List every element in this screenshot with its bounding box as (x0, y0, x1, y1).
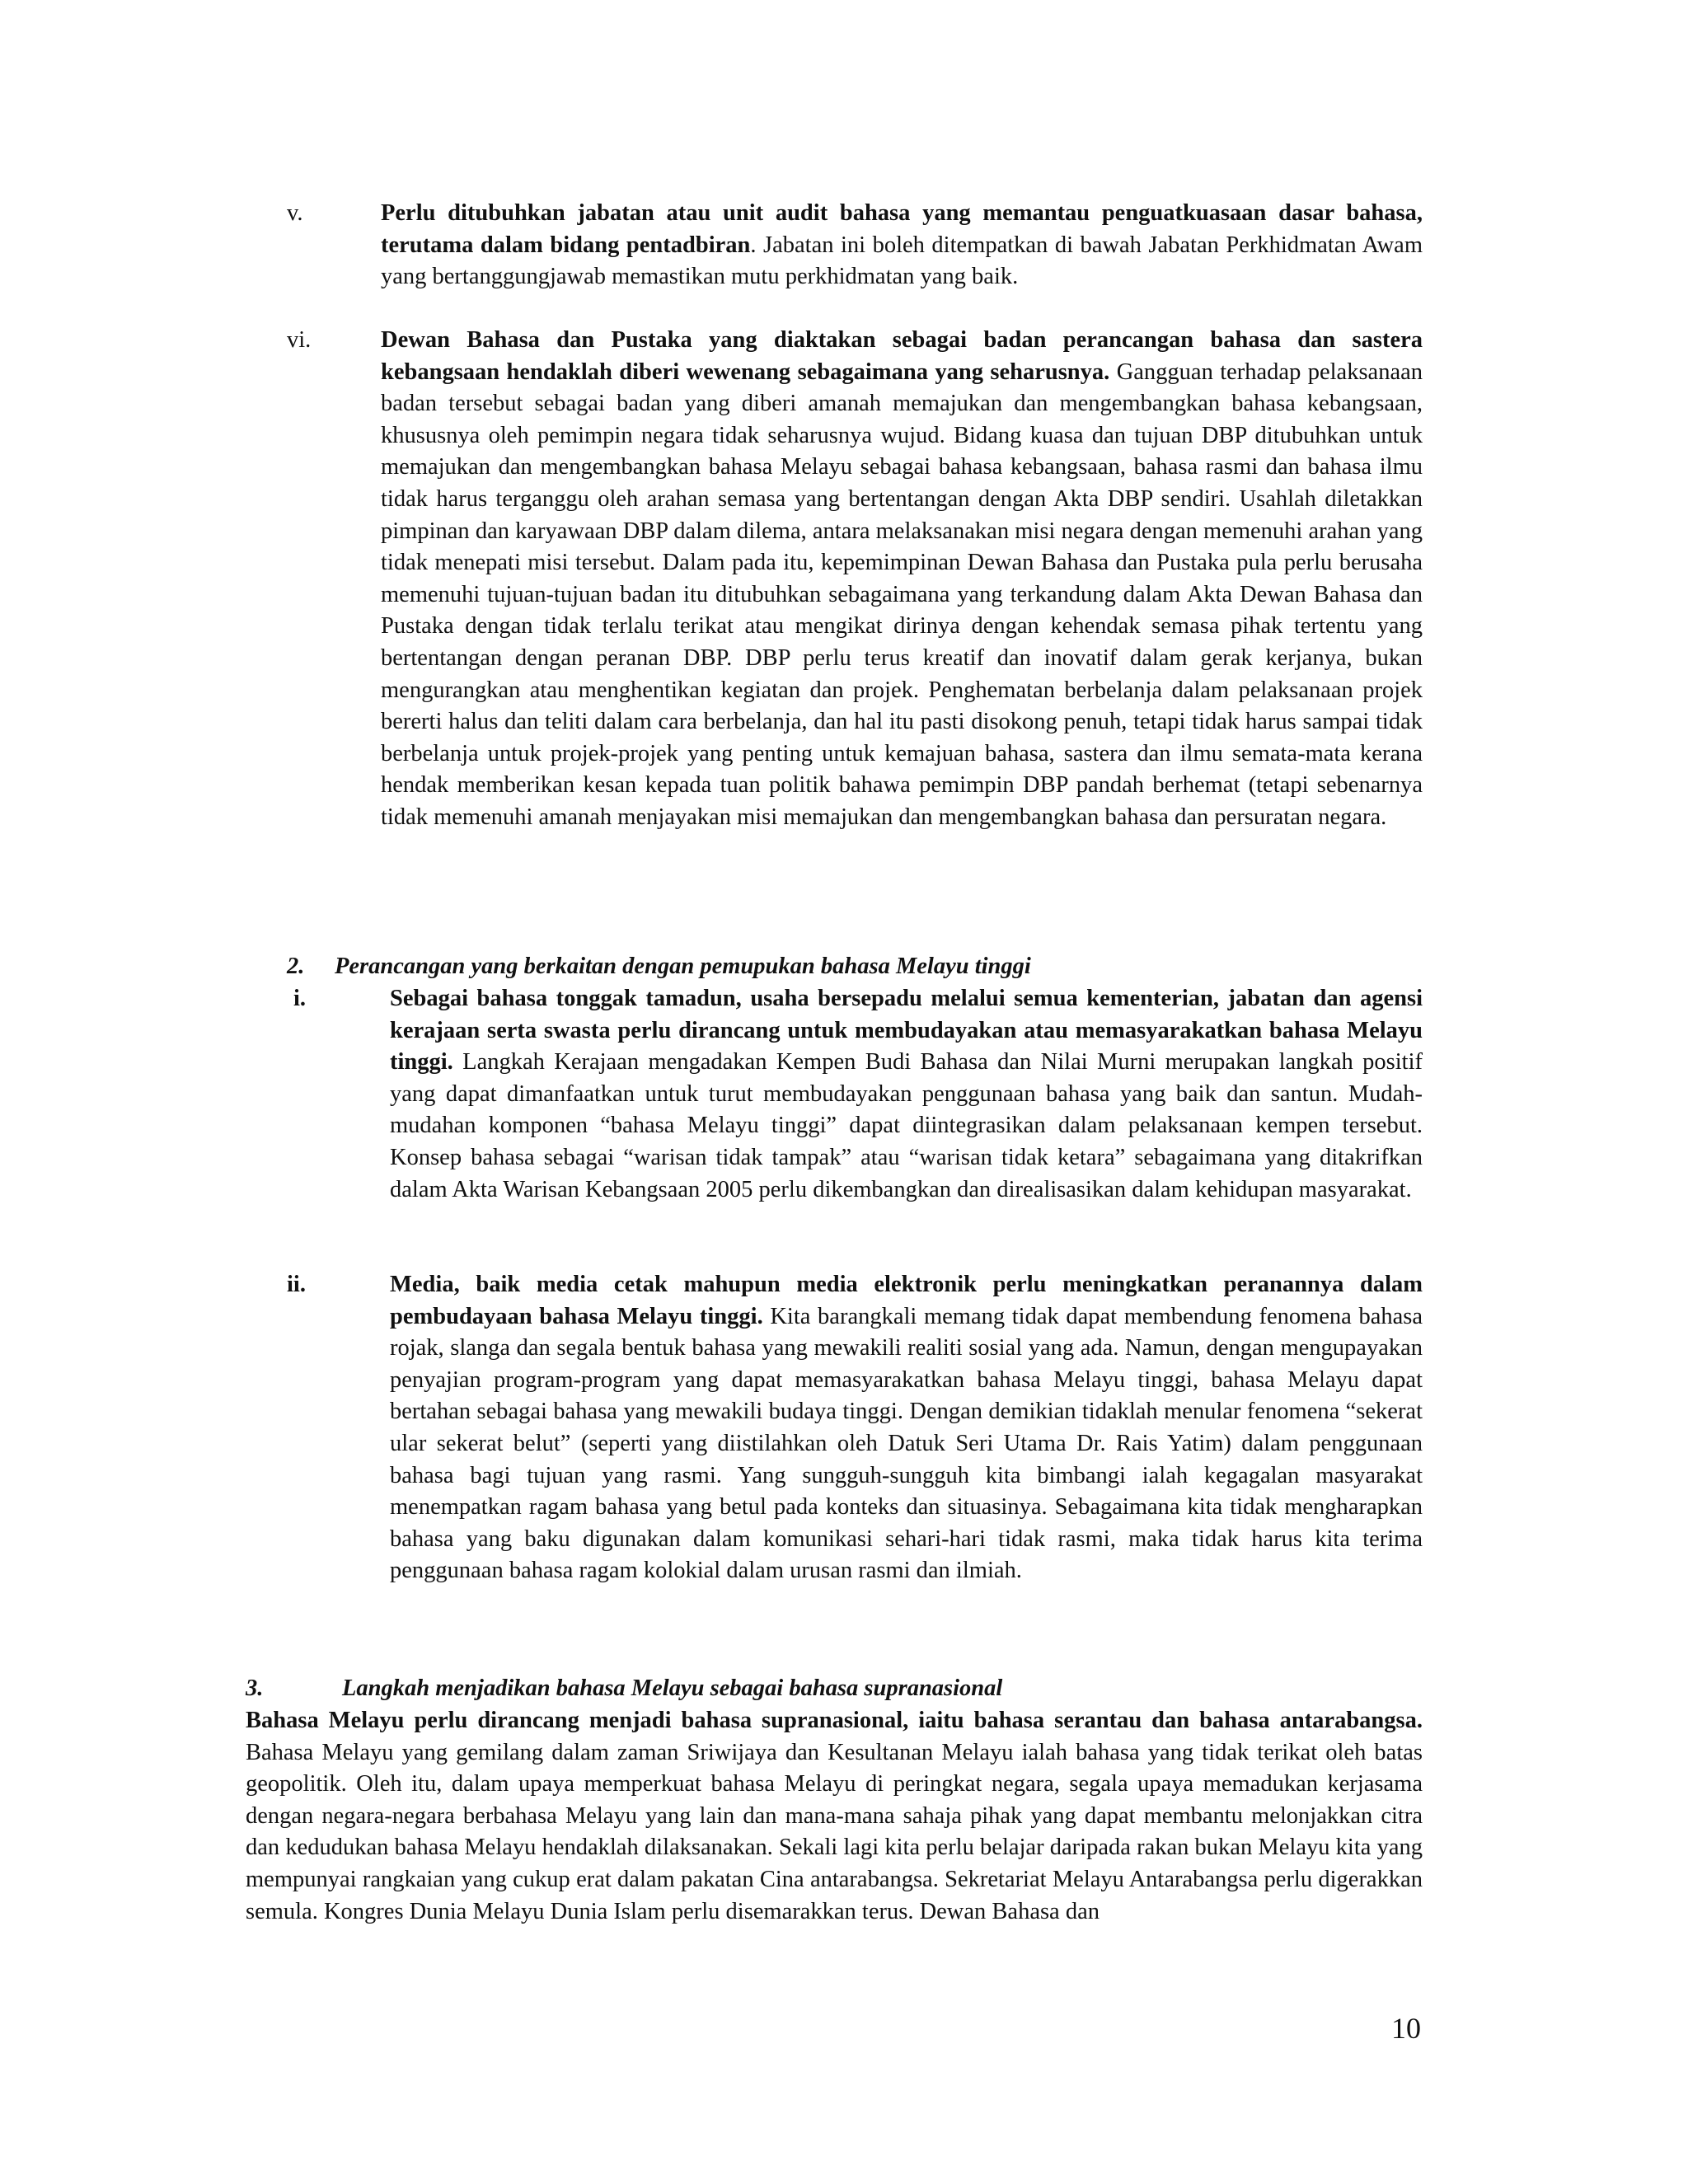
section-paragraph (246, 1705, 1423, 1928)
list-item (390, 1269, 1423, 1587)
section-number: 3. (246, 1675, 264, 1701)
item-bold-text: Media, baik media cetak mahupun media elektronik perlu meningkatkan peranannya dalam pembudayaan bahasa Melayu tinggi. (390, 1272, 1423, 1329)
section-heading: Perancangan yang berkaitan dengan pemupukan bahasa Melayu tinggi (335, 954, 1031, 979)
list-item (390, 983, 1423, 1206)
list-marker: i. (293, 986, 307, 1011)
list-marker: vi. (287, 327, 312, 353)
item-text: Langkah Kerajaan mengadakan Kempen Budi Bahasa dan Nilai Murni merupakan langkah positif yang dapat dimanfaatkan untuk turut membudayakan penggunaan bahasa yang baik dan santun. Mudah-mudahan komponen “bahasa Melayu tinggi” dapat diintegrasikan dalam pelaksanaan kempen tersebut. Konsep bahasa sebagai “warisan tidak tampak” atau “warisan tidak ketara” sebagaimana yang ditakrifkan dalam Akta Warisan Kebangsaan 2005 perlu dikembangkan dan direalisasikan dalam kehidupan masyarakat. (390, 1049, 1423, 1202)
list-marker: ii. (287, 1272, 306, 1297)
item-bold-text: Dewan Bahasa dan Pustaka yang diaktakan sebagai badan perancangan bahasa dan sastera kebangsaan hendaklah diberi wewenang sebagaimana yang seharusnya. (381, 327, 1423, 385)
item-text: Kita barangkali memang tidak dapat membendung fenomena bahasa rojak, slanga dan segala bentuk bahasa yang mewakili realiti sosial yang ada. Namun, dengan mengupayakan penyajian program-program yang dapat memasyarakatkan bahasa Melayu tinggi, bahasa Melayu dapat bertahan sebagai bahasa yang mewakili budaya tinggi. Dengan demikian tidaklah menular fenomena “sekerat ular sekerat belut” (seperti yang diistilahkan oleh Datuk Seri Utama Dr. Rais Yatim) dalam penggunaan bahasa bagi tujuan yang rasmi. Yang sungguh-sungguh kita bimbangi ialah kegagalan masyarakat menempatkan ragam bahasa yang betul pada konteks dan situasinya. Sebagaimana kita tidak mengharapkan bahasa yang baku digunakan dalam komunikasi sehari-hari tidak rasmi, maka tidak harus kita terima penggunaan bahasa ragam kolokial dalam urusan rasmi dan ilmiah. (390, 1303, 1423, 1584)
item-text: . Jabatan ini boleh ditempatkan di bawah Jabatan Perkhidmatan Awam yang bertanggungjawab memastikan mutu perkhidmatan yang baik. (381, 232, 1423, 290)
page-number: 10 (1391, 2012, 1421, 2045)
list-item (381, 198, 1423, 293)
section-number: 2. (287, 954, 305, 979)
section-heading: Langkah menjadikan bahasa Melayu sebagai bahasa supranasional (342, 1675, 1003, 1701)
list-marker: v. (287, 200, 303, 226)
item-bold-text: Sebagai bahasa tonggak tamadun, usaha bersepadu melalui semua kementerian, jabatan dan agensi kerajaan serta swasta perlu dirancang untuk membudayakan atau memasyarakatkan bahasa Melayu tinggi. (390, 986, 1423, 1076)
list-item (381, 325, 1423, 834)
paragraph-bold-text: Bahasa Melayu perlu dirancang menjadi bahasa supranasional, iaitu bahasa serantau dan bahasa antarabangsa. (246, 1708, 1423, 1733)
item-bold-text: Perlu ditubuhkan jabatan atau unit audit bahasa yang memantau penguatkuasaan dasar bahasa, terutama dalam bidang pentadbiran (381, 200, 1423, 258)
paragraph-text: Bahasa Melayu yang gemilang dalam zaman Sriwijaya dan Kesultanan Melayu ialah bahasa yang tidak terikat oleh batas geopolitik. Oleh itu, dalam upaya memperkuat bahasa Melayu di peringkat negara, segala upaya memadukan kerjasama dengan negara-negara berbahasa Melayu yang lain dan mana-mana sahaja pihak yang dapat membantu melonjakkan citra dan kedudukan bahasa Melayu hendaklah dilaksanakan. Sekali lagi kita perlu belajar daripada rakan bukan Melayu kita yang mempunyai rangkaian yang cukup erat dalam pakatan Cina antarabangsa. Sekretariat Melayu Antarabangsa perlu digerakkan semula. Kongres Dunia Melayu Dunia Islam perlu disemarakkan terus. Dewan Bahasa dan (246, 1739, 1423, 1924)
item-text: Gangguan terhadap pelaksanaan badan tersebut sebagai badan yang diberi amanah memajukan dan mengembangkan bahasa kebangsaan, khususnya oleh pemimpin negara tidak seharusnya wujud. Bidang kuasa dan tujuan DBP ditubuhkan untuk memajukan dan mengembangkan bahasa Melayu sebagai bahasa kebangsaan, bahasa rasmi dan bahasa ilmu tidak harus terganggu oleh arahan semasa yang bertentangan dengan Akta DBP sendiri. Usahlah diletakkan pimpinan dan karyawaan DBP dalam dilema, antara melaksanakan misi negara dengan memenuhi arahan yang tidak menepati misi tersebut. Dalam pada itu, kepemimpinan Dewan Bahasa dan Pustaka pula perlu berusaha memenuhi tujuan-tujuan badan itu ditubuhkan sebagaimana yang terkandung dalam Akta Dewan Bahasa dan Pustaka dengan tidak terlalu terikat atau mengikat dirinya dengan kehendak semasa pihak tertentu yang bertentangan dengan peranan DBP. DBP perlu terus kreatif dan inovatif dalam gerak kerjanya, bukan mengurangkan atau menghentikan kegiatan dan projek. Penghematan berbelanja dalam pelaksanaan projek bererti halus dan teliti dalam cara berbelanja, dan hal itu pasti disokong penuh, tetapi tidak harus sampai tidak berbelanja untuk projek-projek yang penting untuk kemajuan bahasa, sastera dan ilmu semata-mata kerana hendak memberikan kesan kepada tuan politik bahawa pemimpin DBP pandah berhemat (tetapi sebenarnya tidak memenuhi amanah menjayakan misi memajukan dan mengembangkan bahasa dan persuratan negara. (381, 359, 1423, 830)
